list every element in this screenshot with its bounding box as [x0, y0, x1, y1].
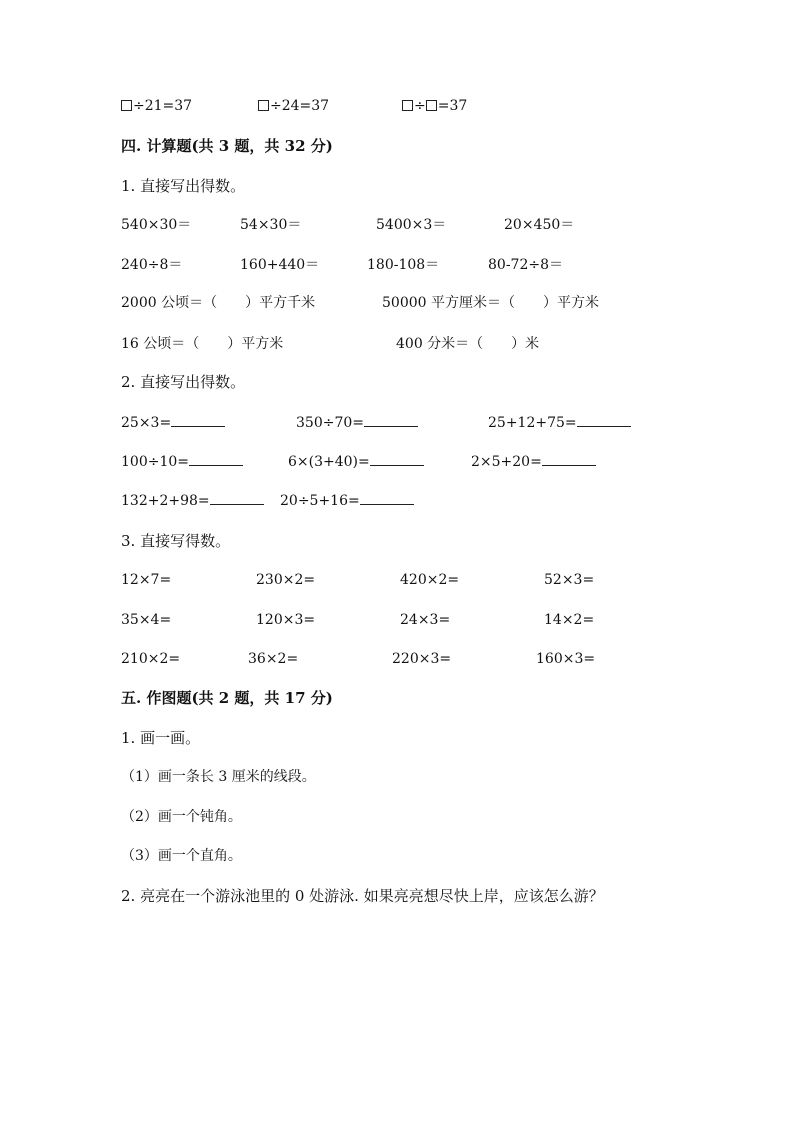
fill-problem [288, 453, 424, 471]
top-eq-3-op: ÷ [414, 98, 426, 114]
problem-text: 2×5+20= [471, 454, 542, 470]
top-eq-1 [121, 97, 192, 115]
s5-q1-item: （3）画一个直角。 [121, 848, 242, 864]
problem: 230×2= [256, 572, 316, 588]
section4-title: 四. 计算题(共 3 题，共 32 分) [121, 137, 333, 155]
top-eq-2 [258, 97, 329, 115]
s5-q1-title: 1. 画一画。 [121, 729, 201, 747]
problem: 54×30＝ [240, 217, 302, 233]
answer-blank[interactable] [171, 414, 225, 427]
top-eq-3 [402, 97, 467, 115]
problem-text: 6×(3+40)= [288, 454, 370, 470]
fill-problem [121, 492, 264, 510]
section5-title: 五. 作图题(共 2 题，共 17 分) [121, 689, 333, 707]
problem: 220×3= [392, 651, 452, 667]
problem: 24×3= [400, 612, 451, 628]
problem: 52×3= [544, 572, 595, 588]
problem: 540×30＝ [121, 217, 192, 233]
problem: 240÷8＝ [121, 257, 183, 273]
problem: 400 分米＝（ ）米 [396, 336, 540, 352]
problem: 5400×3＝ [376, 217, 447, 233]
fill-problem [488, 414, 631, 432]
s4-q2-title: 2. 直接写出得数。 [121, 373, 246, 391]
problem: 120×3= [256, 612, 316, 628]
top-eq-3-text: =37 [437, 98, 468, 114]
problem: 210×2= [121, 651, 181, 667]
answer-blank[interactable] [360, 492, 414, 505]
s5-q1-item: （2）画一个钝角。 [121, 809, 242, 825]
problem: 420×2= [400, 572, 460, 588]
blank-box [426, 100, 437, 111]
problem-text: 132+2+98= [121, 493, 210, 509]
answer-blank[interactable] [577, 414, 631, 427]
fill-problem [121, 414, 225, 432]
problem: 80-72÷8＝ [488, 257, 563, 273]
problem: 14×2= [544, 612, 595, 628]
problem: 50000 平方厘米＝（ ）平方米 [382, 295, 599, 311]
answer-blank[interactable] [210, 492, 264, 505]
top-eq-1-text: ÷21=37 [133, 98, 193, 114]
s4-q1-title: 1. 直接写出得数。 [121, 177, 246, 195]
problem: 160+440＝ [240, 257, 320, 273]
blank-box [402, 100, 413, 111]
problem: 160×3= [536, 651, 596, 667]
problem: 35×4= [121, 612, 172, 628]
s4-q3-title: 3. 直接写得数。 [121, 532, 231, 550]
fill-problem [280, 492, 414, 510]
fill-problem [296, 414, 418, 432]
problem: 12×7= [121, 572, 172, 588]
problem-text: 350÷70= [296, 415, 364, 431]
problem: 16 公顷＝（ ）平方米 [121, 336, 284, 352]
problem: 36×2= [248, 651, 299, 667]
s5-q2-title: 2. 亮亮在一个游泳池里的 0 处游泳. 如果亮亮想尽快上岸，应该怎么游？ [121, 887, 604, 905]
answer-blank[interactable] [189, 453, 243, 466]
problem: 180-108＝ [367, 257, 440, 273]
answer-blank[interactable] [364, 414, 418, 427]
blank-box [121, 100, 132, 111]
s5-q1-item: （1）画一条长 3 厘米的线段。 [121, 769, 316, 785]
answer-blank[interactable] [370, 453, 424, 466]
problem-text: 25+12+75= [488, 415, 577, 431]
problem-text: 25×3= [121, 415, 172, 431]
fill-problem [471, 453, 596, 471]
problem-text: 100÷10= [121, 454, 189, 470]
fill-problem [121, 453, 243, 471]
problem-text: 20÷5+16= [280, 493, 360, 509]
answer-blank[interactable] [542, 453, 596, 466]
problem: 20×450＝ [504, 217, 575, 233]
problem: 2000 公顷＝（ ）平方千米 [121, 295, 316, 311]
top-eq-2-text: ÷24=37 [270, 98, 330, 114]
blank-box [258, 100, 269, 111]
